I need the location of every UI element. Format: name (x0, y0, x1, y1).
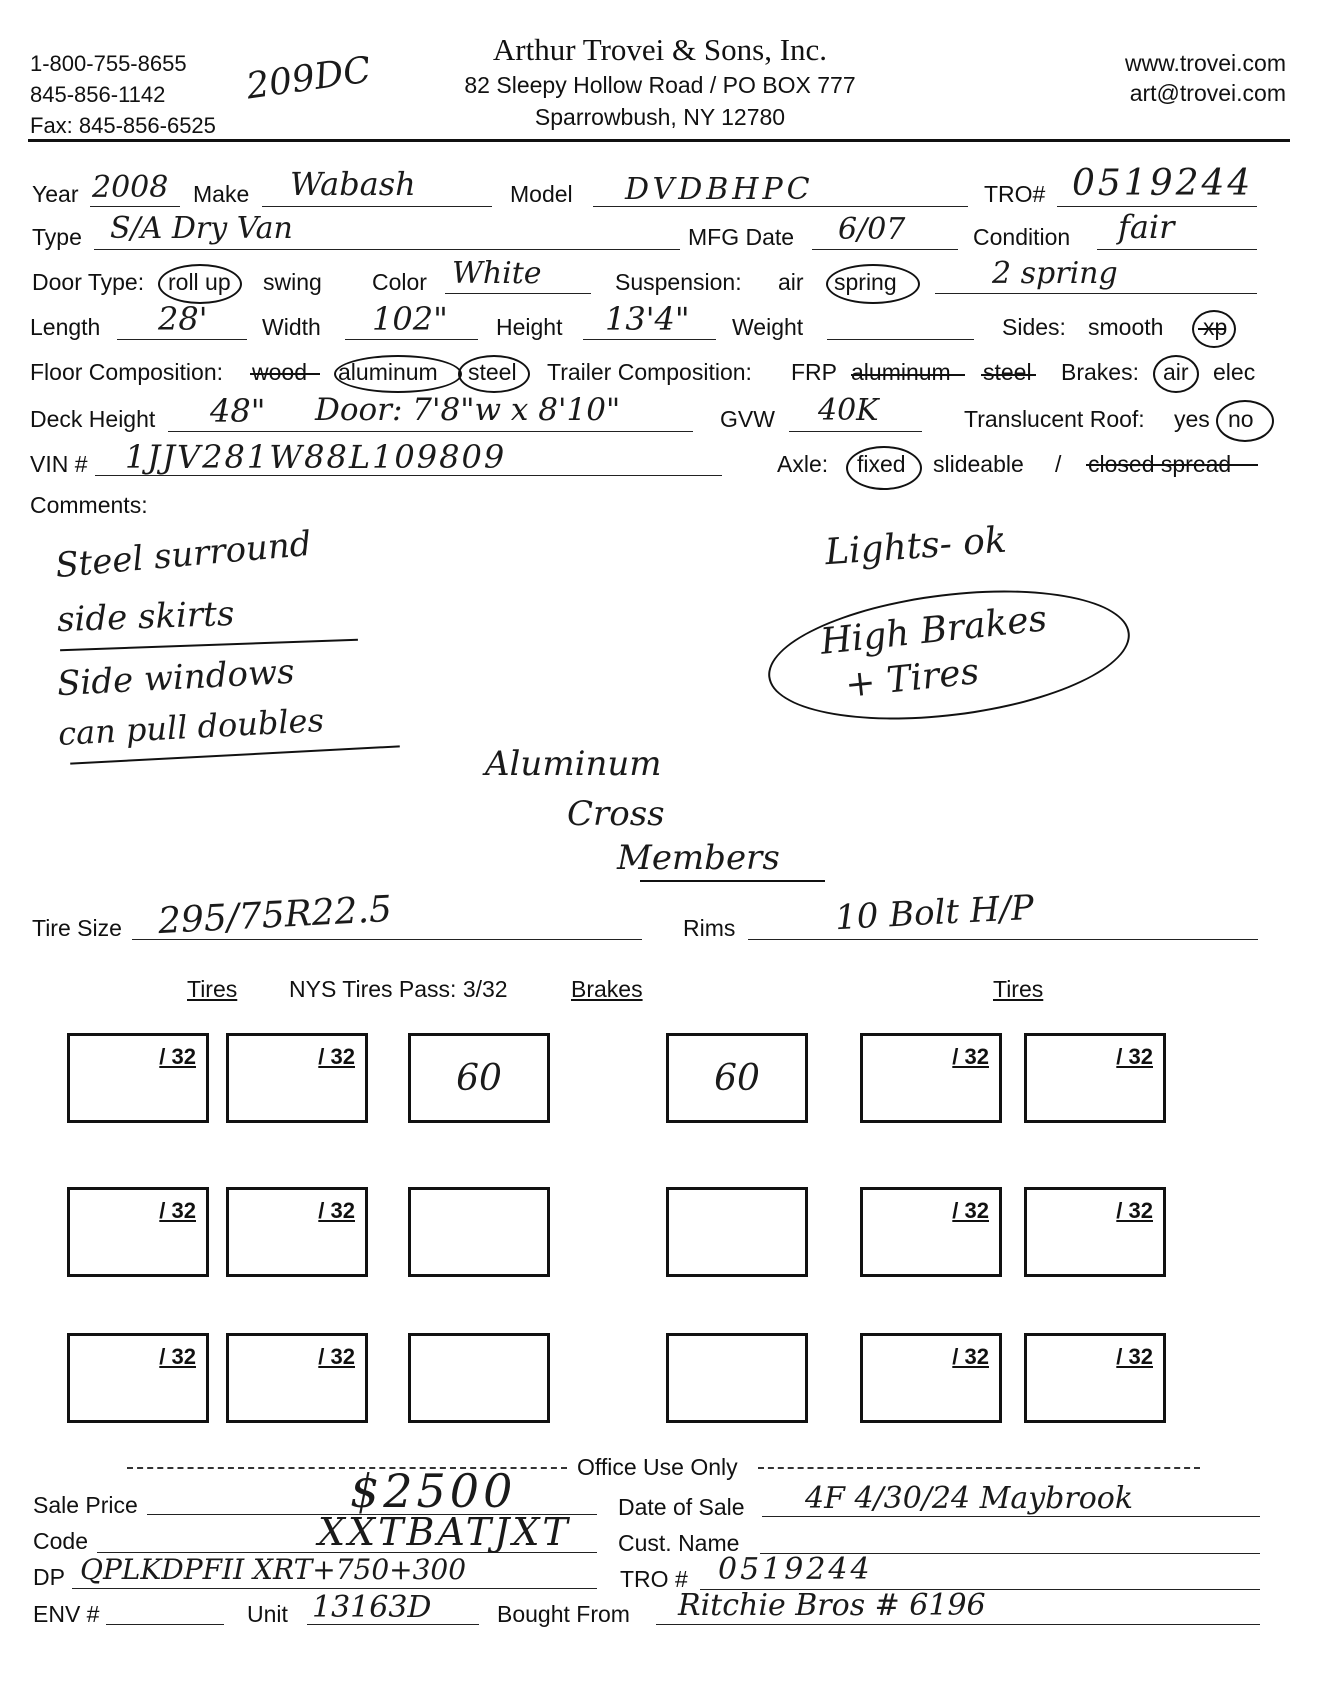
tread-fraction: / 32 (1116, 1344, 1153, 1369)
tread-fraction: / 32 (952, 1198, 989, 1223)
comments-label: Comments: (30, 492, 148, 518)
brakes-elec[interactable]: elec (1213, 359, 1256, 385)
trailer-aluminum[interactable]: aluminum (851, 359, 951, 385)
date-of-sale-label: Date of Sale (618, 1494, 745, 1520)
tire-box[interactable] (1024, 1333, 1166, 1423)
comment-lights-ok: Lights- ok (823, 519, 1008, 574)
office-divider-right (758, 1467, 1200, 1469)
tro-label: TRO# (984, 181, 1046, 207)
code-label: Code (33, 1528, 88, 1554)
axle-label: Axle: (777, 451, 829, 477)
deck-height-label: Deck Height (30, 406, 156, 432)
sides-smooth[interactable]: smooth (1088, 314, 1164, 340)
gvw-label: GVW (720, 406, 775, 432)
make-label: Make (193, 181, 250, 207)
roof-yes[interactable]: yes (1174, 406, 1210, 432)
sale-price-value[interactable]: $2500 (350, 1464, 517, 1518)
comment-members: Members (617, 838, 780, 878)
phone-2: 845-856-1142 (30, 82, 166, 107)
comment-side-windows: Side windows (56, 651, 296, 705)
suspension-line (935, 293, 1257, 294)
brake-box[interactable] (408, 1187, 550, 1277)
year-label: Year (32, 181, 79, 207)
length-line (117, 339, 247, 340)
axle-closed-spread[interactable]: closed spread (1088, 451, 1232, 477)
length-label: Length (30, 314, 101, 340)
brakes-air[interactable]: air (1163, 359, 1189, 385)
tires-header-right: Tires (993, 976, 1044, 1002)
dp-value[interactable]: QPLKDPFII XRT+750+300 (80, 1553, 467, 1586)
tread-fraction: / 32 (318, 1044, 355, 1069)
trailer-steel[interactable]: steel (983, 359, 1032, 385)
comment-underline-1 (60, 639, 358, 651)
deck-height-line (168, 431, 693, 432)
office-use-title: Office Use Only (577, 1454, 738, 1480)
suspension-label: Suspension: (615, 269, 742, 295)
type-line (94, 249, 680, 250)
unit-label: Unit (247, 1601, 288, 1627)
condition-value[interactable]: fair (1118, 208, 1175, 246)
tire-box[interactable] (1024, 1033, 1166, 1123)
tro-value[interactable]: 0519244 (1072, 163, 1254, 204)
tire-box[interactable] (226, 1187, 368, 1277)
bought-from-value[interactable]: Ritchie Bros # 6196 (678, 1588, 986, 1623)
gvw-value[interactable]: 40K (818, 393, 879, 428)
tread-fraction: / 32 (318, 1344, 355, 1369)
condition-label: Condition (973, 224, 1071, 250)
height-label: Height (496, 314, 563, 340)
tire-box[interactable] (226, 1033, 368, 1123)
color-label: Color (372, 269, 427, 295)
company-address-1: 82 Sleepy Hollow Road / PO BOX 777 (464, 72, 856, 98)
comment-members-underline (640, 880, 825, 882)
tro-office-label: TRO # (620, 1566, 688, 1592)
mfg-date-line (812, 249, 958, 250)
tro-office-value[interactable]: 0519244 (718, 1552, 873, 1587)
axle-slideable[interactable]: slideable (933, 451, 1024, 477)
brake-box[interactable] (666, 1033, 808, 1123)
floor-wood-strike (250, 373, 320, 375)
tire-box[interactable] (67, 1033, 209, 1123)
bought-from-label: Bought From (497, 1601, 630, 1627)
brakes-header: Brakes (571, 976, 643, 1002)
width-value[interactable]: 102" (372, 300, 448, 338)
vin-label: VIN # (30, 451, 88, 477)
rims-label: Rims (683, 915, 736, 941)
sides-xp-strike (1198, 328, 1226, 330)
env-line (106, 1624, 224, 1625)
phone-1: 1-800-755-8655 (30, 51, 187, 76)
translucent-roof-label: Translucent Roof: (964, 406, 1145, 432)
door-swing[interactable]: swing (263, 269, 322, 295)
year-value[interactable]: 2008 (92, 170, 169, 205)
floor-composition-label: Floor Composition: (30, 359, 224, 385)
tread-fraction: / 32 (318, 1198, 355, 1223)
dp-label: DP (33, 1564, 65, 1590)
company-name: Arthur Trovei & Sons, Inc. (492, 32, 828, 67)
website-link[interactable]: www.trovei.com (1124, 50, 1286, 76)
mfg-date-value[interactable]: 6/07 (838, 212, 906, 247)
suspension-spring[interactable]: spring (834, 269, 897, 295)
height-line (583, 339, 716, 340)
color-line (445, 293, 591, 294)
dp-line (72, 1588, 597, 1589)
floor-aluminum-circle (334, 355, 462, 393)
brake-box[interactable] (408, 1333, 550, 1423)
tire-box[interactable] (1024, 1187, 1166, 1277)
comment-tires: + Tires (843, 651, 981, 706)
door-size-value[interactable]: Door: 7'8"w x 8'10" (315, 392, 621, 428)
suspension-air[interactable]: air (778, 269, 804, 295)
comment-aluminum: Aluminum (485, 744, 662, 784)
sides-label: Sides: (1002, 314, 1066, 340)
date-of-sale-line (762, 1516, 1260, 1517)
weight-line (827, 339, 974, 340)
tro-line (1057, 206, 1257, 207)
tire-box[interactable] (860, 1033, 1002, 1123)
rims-line (748, 939, 1258, 940)
tread-fraction: / 32 (952, 1344, 989, 1369)
tread-fraction: / 32 (952, 1044, 989, 1069)
type-value[interactable]: S/A Dry Van (110, 211, 293, 246)
make-line (262, 206, 492, 207)
email-link[interactable]: art@trovei.com (1129, 80, 1286, 106)
brake-value: 60 (714, 1058, 760, 1099)
env-label: ENV # (33, 1601, 100, 1627)
door-roll-up[interactable]: roll up (168, 269, 231, 295)
width-line (345, 339, 478, 340)
tire-size-value[interactable]: 295/75R22.5 (157, 888, 393, 943)
deck-height-value[interactable]: 48" (210, 392, 266, 430)
tires-header-left: Tires (187, 976, 238, 1002)
brake-box[interactable] (666, 1333, 808, 1423)
brake-box[interactable] (666, 1187, 808, 1277)
tread-fraction: / 32 (1116, 1198, 1153, 1223)
model-value[interactable]: DVDBHPC (625, 172, 814, 207)
floor-aluminum[interactable]: aluminum (338, 359, 438, 385)
axle-closed-spread-strike (1086, 464, 1258, 466)
model-label: Model (510, 181, 573, 207)
brake-value: 60 (456, 1058, 502, 1099)
comment-high-brakes: High Brakes (818, 598, 1049, 663)
height-value[interactable]: 13'4" (605, 300, 690, 338)
cust-name-label: Cust. Name (618, 1530, 740, 1556)
tire-box[interactable] (226, 1333, 368, 1423)
tire-size-label: Tire Size (32, 915, 122, 941)
suspension-spring-circle (826, 264, 920, 304)
tire-box[interactable] (860, 1333, 1002, 1423)
trailer-frp[interactable]: FRP (791, 359, 837, 385)
code-value[interactable]: XXTBATJXT (318, 1510, 571, 1554)
handwritten-code: 209DC (243, 49, 374, 108)
comment-cross: Cross (567, 794, 665, 834)
tread-fraction: / 32 (159, 1198, 196, 1223)
axle-slash: / (1055, 451, 1062, 477)
rims-value[interactable]: 10 Bolt H/P (834, 887, 1035, 939)
mfg-date-label: MFG Date (688, 224, 795, 250)
year-line (90, 206, 180, 207)
axle-fixed[interactable]: fixed (857, 451, 906, 477)
comment-steel-surround: Steel surround (53, 523, 314, 587)
comment-side-skirts: side skirts (56, 593, 235, 641)
trailer-aluminum-strike (851, 374, 965, 376)
brakes-label: Brakes: (1061, 359, 1139, 385)
tread-fraction: / 32 (159, 1044, 196, 1069)
company-address-2: Sparrowbush, NY 12780 (534, 104, 786, 130)
gvw-line (789, 431, 922, 432)
weight-label: Weight (732, 314, 804, 340)
make-value[interactable]: Wabash (290, 165, 416, 203)
header-divider (28, 139, 1290, 142)
vin-value[interactable]: 1JJV281W88L109809 (125, 438, 507, 476)
tire-box[interactable] (67, 1187, 209, 1277)
bought-from-line (656, 1624, 1260, 1625)
tire-box[interactable] (67, 1333, 209, 1423)
brake-box[interactable] (408, 1033, 550, 1123)
unit-value[interactable]: 13163D (312, 1590, 432, 1625)
floor-steel-circle (458, 355, 530, 393)
width-label: Width (262, 314, 321, 340)
fax-number: Fax: 845-856-6525 (30, 113, 216, 138)
sale-price-label: Sale Price (33, 1492, 138, 1518)
roof-no-circle (1216, 400, 1274, 442)
color-value[interactable]: White (452, 256, 542, 291)
trailer-steel-strike (981, 374, 1036, 376)
comment-pull-doubles: can pull doubles (57, 701, 325, 753)
type-label: Type (32, 224, 82, 250)
tread-fraction: / 32 (1116, 1044, 1153, 1069)
tire-box[interactable] (860, 1187, 1002, 1277)
tread-fraction: / 32 (159, 1344, 196, 1369)
sides-xp[interactable]: xp (1203, 314, 1228, 340)
suspension-extra-value[interactable]: 2 spring (992, 256, 1118, 291)
axle-fixed-circle (846, 446, 922, 490)
door-roll-up-circle (158, 264, 242, 304)
date-of-sale-value[interactable]: 4F 4/30/24 Maybrook (805, 1481, 1134, 1516)
trailer-composition-label: Trailer Composition: (547, 359, 752, 385)
nys-tires-pass: NYS Tires Pass: 3/32 (289, 976, 508, 1002)
floor-wood[interactable]: wood (252, 359, 307, 385)
floor-steel[interactable]: steel (468, 359, 517, 385)
door-type-label: Door Type: (32, 269, 145, 295)
condition-line (1097, 249, 1257, 250)
length-value[interactable]: 28' (158, 300, 208, 338)
brakes-air-circle (1153, 355, 1199, 393)
roof-no[interactable]: no (1228, 406, 1254, 432)
